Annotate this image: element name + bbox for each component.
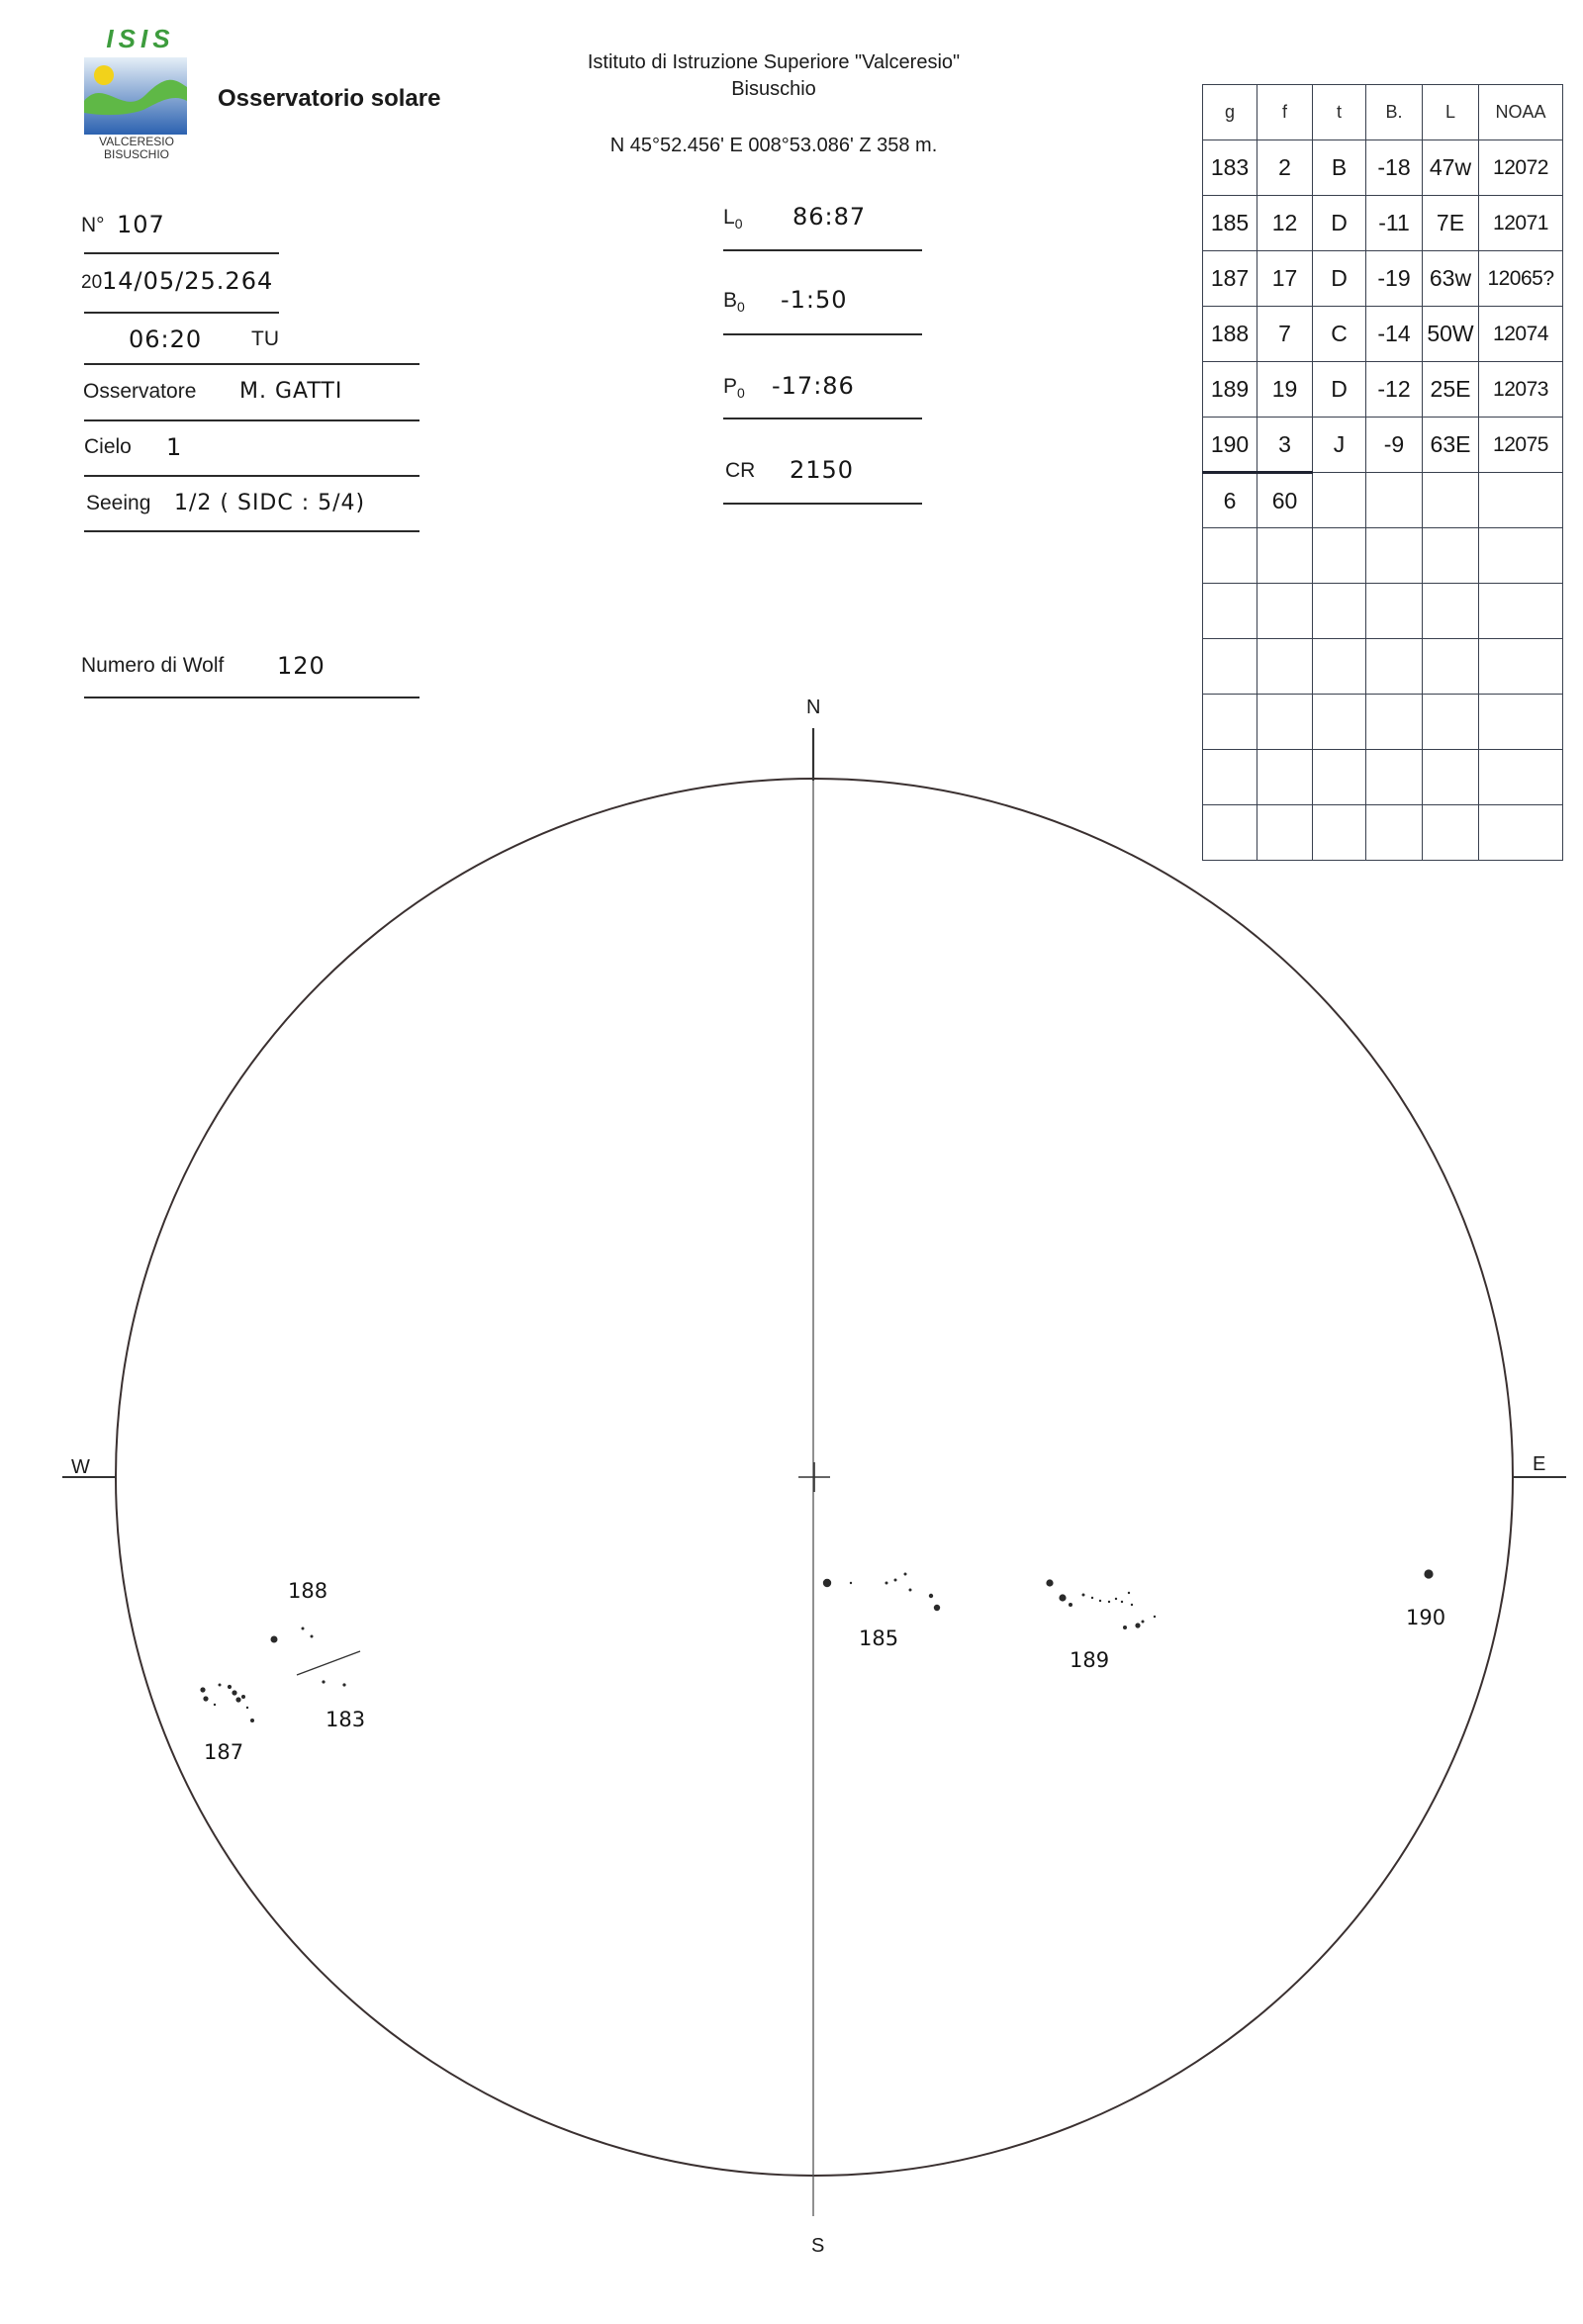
field-label: N° (81, 214, 105, 236)
south-label: S (811, 2235, 825, 2257)
time-unit: TU (251, 327, 279, 350)
observation-time-value: 06:20 (129, 325, 203, 353)
observatory-title: Osservatorio solare (218, 85, 441, 112)
sunspot (271, 1636, 278, 1643)
field-label: Cielo (84, 435, 132, 458)
column-header-l: L (1423, 85, 1479, 140)
cell-group: 185 (1203, 196, 1257, 251)
cell-group: 189 (1203, 362, 1257, 418)
sunspot (1131, 1604, 1133, 1606)
sunspot (1123, 1626, 1127, 1629)
sunspot (1115, 1598, 1117, 1600)
sunspot (904, 1573, 907, 1576)
sunspot (241, 1695, 245, 1699)
sunspot (1121, 1601, 1123, 1603)
sunspot (250, 1719, 254, 1722)
column-header-b: B. (1366, 85, 1423, 140)
cell-spots: 3 (1257, 418, 1313, 473)
field-label: Osservatore (83, 380, 197, 403)
sunspot (1128, 1592, 1130, 1594)
group-label-189: 189 (1070, 1648, 1110, 1672)
sunspot (1059, 1594, 1066, 1601)
sunspot (1082, 1594, 1085, 1597)
sunspot (909, 1589, 912, 1592)
sunspot (1154, 1616, 1156, 1618)
sunspot (235, 1697, 240, 1702)
group-label-188: 188 (288, 1579, 328, 1603)
sunspot (203, 1696, 208, 1701)
sunspot (1046, 1579, 1053, 1586)
wolf-number-value: 120 (277, 652, 326, 680)
sunspot (1069, 1603, 1072, 1607)
cell-type: D (1313, 196, 1366, 251)
sunspot (1135, 1623, 1140, 1627)
sunspot (1142, 1621, 1145, 1624)
column-header-g: g (1203, 85, 1257, 140)
group-label-187: 187 (204, 1740, 244, 1764)
sunspot (232, 1690, 236, 1695)
seeing-value: 1/2 ( SIDC : 5/4) (174, 491, 366, 515)
cell-spots: 12 (1257, 196, 1313, 251)
sunspot (1091, 1597, 1093, 1599)
cell-latitude: -19 (1366, 251, 1423, 307)
total-groups: 6 (1203, 473, 1257, 528)
sky-value: 1 (166, 433, 183, 461)
east-label: E (1533, 1453, 1546, 1475)
sunspot-group-185 (823, 1573, 940, 1612)
logo-line-valceresio: VALCERESIO (99, 135, 174, 148)
sunspot (322, 1680, 325, 1683)
sunspot-group-188 (271, 1627, 314, 1643)
cell-longitude: 7E (1423, 196, 1479, 251)
group-label-183: 183 (326, 1708, 366, 1731)
cell-type: J (1313, 418, 1366, 473)
sunspot-group-183 (297, 1651, 360, 1687)
sunspot (1424, 1569, 1433, 1578)
institute-town: Bisuschio (731, 78, 816, 100)
cell-group: 183 (1203, 140, 1257, 196)
cell-noaa: 12065? (1479, 251, 1563, 307)
field-label: Seeing (86, 492, 151, 514)
cell-noaa: 12073 (1479, 362, 1563, 418)
sunspot (894, 1579, 897, 1582)
group-183-marker-line (297, 1651, 360, 1675)
b0-value: -1:50 (781, 286, 848, 314)
cell-noaa: 12074 (1479, 307, 1563, 362)
north-label: N (806, 697, 821, 718)
sunspot (228, 1685, 232, 1689)
observatory-coordinates: N 45°52.456' E 008°53.086' Z 358 m. (609, 135, 938, 156)
institute-name: Istituto di Istruzione Superiore "Valceresio" (587, 51, 961, 73)
cell-longitude: 63E (1423, 418, 1479, 473)
cell-longitude: 47w (1423, 140, 1479, 196)
cell-latitude: -11 (1366, 196, 1423, 251)
cell-longitude: 63w (1423, 251, 1479, 307)
sunspot (934, 1605, 940, 1611)
logo-wordmark: ISIS (106, 24, 175, 53)
sunspot (885, 1582, 888, 1585)
cell-noaa: 12072 (1479, 140, 1563, 196)
column-header-t: t (1313, 85, 1366, 140)
cell-spots: 7 (1257, 307, 1313, 362)
cell-group: 190 (1203, 418, 1257, 473)
sunspot (311, 1635, 314, 1638)
sunspot (1099, 1600, 1101, 1602)
cell-spots: 19 (1257, 362, 1313, 418)
cell-type: D (1313, 251, 1366, 307)
sunspot (1108, 1601, 1110, 1603)
logo-line-bisuschio: BISUSCHIO (103, 147, 169, 161)
cell-type: C (1313, 307, 1366, 362)
cell-latitude: -18 (1366, 140, 1423, 196)
west-label: W (71, 1456, 90, 1478)
column-header-noaa: NOAA (1479, 85, 1563, 140)
cell-noaa: 12071 (1479, 196, 1563, 251)
field-label: $B_0$ (723, 289, 745, 315)
cell-spots: 17 (1257, 251, 1313, 307)
observation-date-value: 14/05/25.264 (102, 267, 274, 295)
total-spots: 60 (1257, 473, 1313, 528)
cell-group: 187 (1203, 251, 1257, 307)
l0-value: 86:87 (792, 203, 867, 231)
cell-spots: 2 (1257, 140, 1313, 196)
group-label-185: 185 (859, 1627, 899, 1650)
sunspot (850, 1582, 852, 1584)
date-prefix: 20 (81, 272, 103, 293)
cell-group: 188 (1203, 307, 1257, 362)
cell-type: B (1313, 140, 1366, 196)
cell-latitude: -12 (1366, 362, 1423, 418)
sunspot (219, 1684, 222, 1687)
sunspot (302, 1627, 305, 1630)
sunspot (823, 1579, 831, 1587)
field-label: CR (725, 459, 756, 482)
cell-latitude: -9 (1366, 418, 1423, 473)
column-header-f: f (1257, 85, 1313, 140)
field-label: $L_0$ (723, 206, 743, 232)
field-label: $P_0$ (723, 375, 745, 401)
field-label: Numero di Wolf (81, 654, 225, 677)
disk-center-cross (798, 1462, 830, 1492)
cell-noaa: 12075 (1479, 418, 1563, 473)
cell-type: D (1313, 362, 1366, 418)
sunspot-group-189 (1046, 1579, 1156, 1629)
group-label-190: 190 (1406, 1606, 1446, 1629)
sunspot (246, 1707, 248, 1709)
sunspot (214, 1704, 216, 1706)
sunspot (929, 1594, 933, 1598)
sunspot-group-187 (200, 1684, 254, 1723)
p0-value: -17:86 (772, 372, 855, 400)
cell-longitude: 50W (1423, 307, 1479, 362)
observation-number-value: 107 (117, 211, 165, 238)
cell-latitude: -14 (1366, 307, 1423, 362)
carrington-rotation-value: 2150 (790, 456, 855, 484)
sunspot-group-190 (1424, 1569, 1433, 1578)
cell-longitude: 25E (1423, 362, 1479, 418)
sunspot (342, 1683, 345, 1686)
observer-value: M. GATTI (239, 379, 343, 404)
sunspot (200, 1687, 205, 1692)
